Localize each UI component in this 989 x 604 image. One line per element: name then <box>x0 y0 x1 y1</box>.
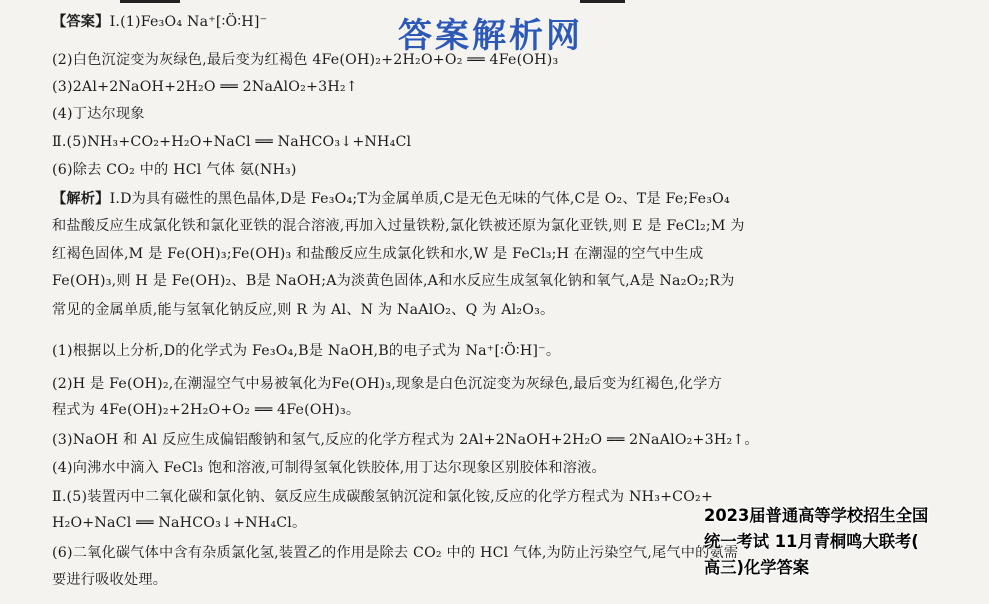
analysis-line-2: 和盐酸反应生成氯化铁和氯化亚铁的混合溶液,再加入过量铁粉,氯化铁被还原为氯化亚铁,则 E 是 FeCl₂;M 为 <box>52 218 745 234</box>
answer-line-3: (3)2Al+2NaOH+2H₂O ══ 2NaAlO₂+3H₂↑ <box>52 79 358 95</box>
analysis-line-3: 红褐色固体,M 是 Fe(OH)₃;Fe(OH)₃ 和盐酸反应生成氯化铁和水,W 是 FeCl₃;H 在潮湿的空气中生成 <box>52 246 704 262</box>
analysis-line-10: (4)向沸水中滴入 FeCl₃ 饱和溶液,可制得氢氧化铁胶体,用丁达尔现象区别胶体和溶液。 <box>52 460 606 476</box>
section-marker: 【解析】 <box>52 191 110 207</box>
caption-line-2: 统一考试 11月青桐鸣大联考( <box>704 532 919 551</box>
caption-line-1: 2023届普通高等学校招生全国 <box>704 506 929 525</box>
answer-line-6: (6)除去 CO₂ 中的 HCl 气体 氨(NH₃) <box>52 162 297 178</box>
analysis-line-8: 程式为 4Fe(OH)₂+2H₂O+O₂ ══ 4Fe(OH)₃。 <box>52 402 361 418</box>
top-rule-left <box>120 0 180 3</box>
answer-line-2: (2)白色沉淀变为灰绿色,最后变为红褐色 4Fe(OH)₂+2H₂O+O₂ ══ 4Fe(OH)₃ <box>52 52 559 68</box>
answer-line-4: (4)丁达尔现象 <box>52 106 145 122</box>
section-marker: 【答案】 <box>52 14 110 30</box>
watermark-logo: 答案解析网 <box>398 16 583 56</box>
analysis-line-12: H₂O+NaCl ══ NaHCO₃↓+NH₄Cl。 <box>52 515 307 531</box>
analysis-line-5: 常见的金属单质,能与氢氧化钠反应,则 R 为 Al、N 为 NaAlO₂、Q 为 Al₂O₃。 <box>52 302 555 318</box>
analysis-line-9: (3)NaOH 和 Al 反应生成偏铝酸钠和氢气,反应的化学方程式为 2Al+2NaOH+2H₂O ══ 2NaAlO₂+3H₂↑。 <box>52 432 759 448</box>
analysis-line-1: 【解析】Ⅰ.D为具有磁性的黑色晶体,D是 Fe₃O₄;T为金属单质,C是无色无味的气体,C是 O₂、T是 Fe;Fe₃O₄ <box>52 191 730 207</box>
answer-line-1: 【答案】Ⅰ.(1)Fe₃O₄ Na⁺[∶Ö∶H]⁻ <box>52 14 268 30</box>
analysis-line-13: (6)二氧化碳气体中含有杂质氯化氢,装置乙的作用是除去 CO₂ 中的 HCl 气体,为防止污染空气,尾气中的氨需 <box>52 545 739 561</box>
analysis-line-6: (1)根据以上分析,D的化学式为 Fe₃O₄,B是 NaOH,B的电子式为 Na⁺[∶Ö∶H]⁻。 <box>52 343 561 359</box>
caption-line-3: 高三)化学答案 <box>704 558 810 577</box>
top-rule-right <box>580 0 625 3</box>
analysis-line-7: (2)H 是 Fe(OH)₂,在潮湿空气中易被氧化为Fe(OH)₃,现象是白色沉淀变为灰绿色,最后变为红褐色,化学方 <box>52 376 722 392</box>
analysis-line-11: Ⅱ.(5)装置丙中二氧化碳和氯化钠、氨反应生成碳酸氢钠沉淀和氯化铵,反应的化学方程式为 NH₃+CO₂+ <box>52 489 714 505</box>
answer-line-5: Ⅱ.(5)NH₃+CO₂+H₂O+NaCl ══ NaHCO₃↓+NH₄Cl <box>52 134 412 150</box>
analysis-line-4: Fe(OH)₃,则 H 是 Fe(OH)₂、B是 NaOH;A为淡黄色固体,A和水反应生成氢氧化钠和氧气,A是 Na₂O₂;R为 <box>52 273 735 289</box>
exam-caption <box>704 503 989 581</box>
analysis-line-14: 要进行吸收处理。 <box>52 572 168 588</box>
